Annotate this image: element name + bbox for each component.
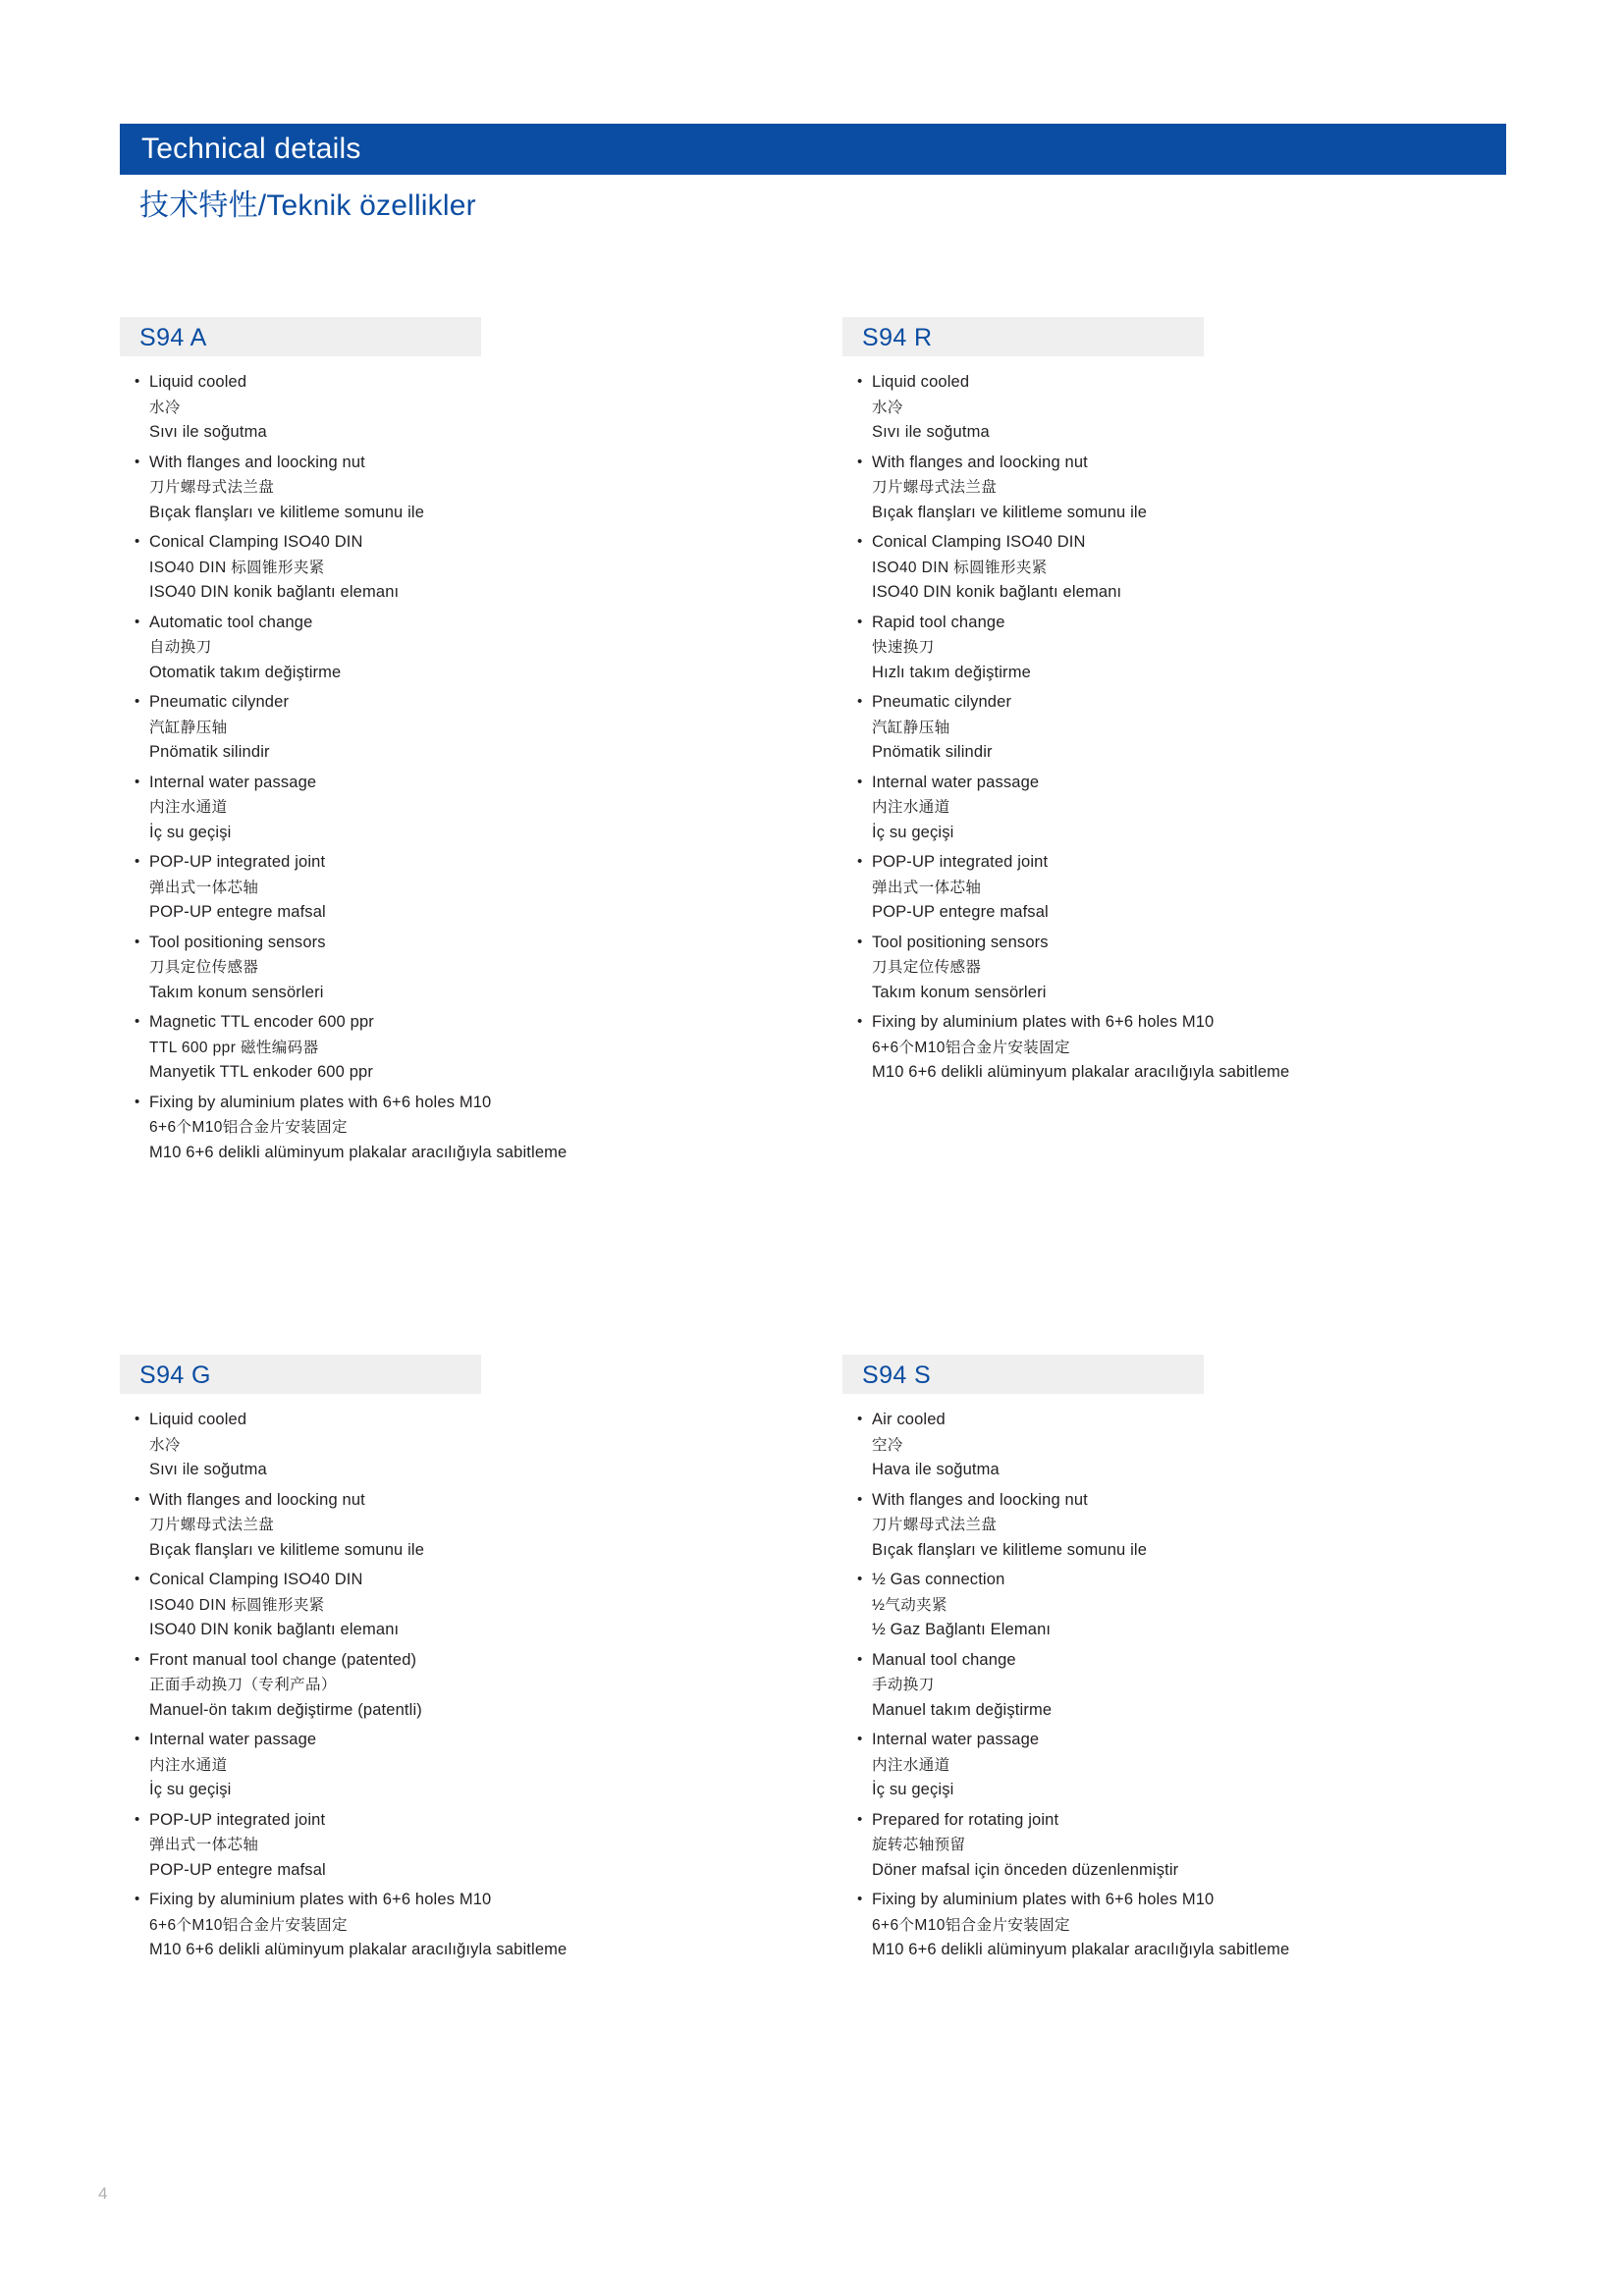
list-item bbox=[120, 1408, 866, 1483]
list-item bbox=[120, 1091, 866, 1166]
feature-zh: 刀具定位传感器 bbox=[149, 959, 259, 976]
feature-tr: Pnömatik silindir bbox=[149, 743, 270, 761]
feature-tr: ISO40 DIN konik bağlantı elemanı bbox=[872, 583, 1122, 601]
feature-tr: POP-UP entegre mafsal bbox=[149, 903, 326, 921]
list-item bbox=[120, 1808, 866, 1884]
section-s94a bbox=[120, 317, 568, 1170]
list-item bbox=[120, 931, 866, 1006]
feature-tr: Hızlı takım değiştirme bbox=[872, 663, 1031, 681]
feature-en: • Conical Clamping ISO40 DIN bbox=[149, 533, 363, 551]
page-subtitle: 技术特性/Teknik özellikler bbox=[139, 189, 476, 222]
feature-zh: 内注水通道 bbox=[149, 799, 228, 816]
feature-tr: İç su geçişi bbox=[149, 1781, 232, 1798]
feature-en: • Internal water passage bbox=[149, 1731, 317, 1748]
feature-zh: 弹出式一体芯轴 bbox=[149, 879, 259, 896]
list-item bbox=[842, 850, 1589, 926]
feature-tr: Hava ile soğutma bbox=[872, 1461, 1000, 1478]
feature-zh: 内注水通道 bbox=[149, 1756, 228, 1774]
feature-tr: Manuel takım değiştirme bbox=[872, 1700, 1053, 1719]
section-s94r bbox=[842, 317, 1290, 1091]
section-s94s bbox=[842, 1355, 1290, 1968]
list-item bbox=[120, 690, 866, 766]
feature-en: • Internal water passage bbox=[149, 773, 317, 791]
feature-zh: 刀片螺母式法兰盘 bbox=[149, 479, 275, 496]
feature-zh: 汽缸静压轴 bbox=[149, 719, 228, 736]
feature-tr: ISO40 DIN konik bağlantı elemanı bbox=[149, 1621, 400, 1638]
feature-tr: Manuel-ön takım değiştirme (patentli) bbox=[149, 1700, 422, 1719]
feature-zh: 正面手动换刀（专利产品） bbox=[149, 1677, 337, 1693]
feature-tr: POP-UP entegre mafsal bbox=[872, 903, 1049, 921]
list-item bbox=[842, 451, 1589, 526]
section-header-s94s bbox=[842, 1355, 1204, 1394]
feature-en: • With flanges and loocking nut bbox=[149, 453, 365, 471]
feature-en: • Fixing by aluminium plates with 6+6 holes M10 bbox=[872, 1013, 1215, 1031]
feature-zh: 弹出式一体芯轴 bbox=[149, 1837, 259, 1853]
feature-zh: 空冷 bbox=[872, 1436, 903, 1454]
feature-tr: Otomatik takım değiştirme bbox=[149, 663, 342, 681]
feature-en: • Manual tool change bbox=[872, 1650, 1016, 1669]
section-header-s94g bbox=[120, 1355, 481, 1394]
list-item bbox=[842, 1408, 1589, 1483]
list-item bbox=[842, 1648, 1589, 1724]
list-item bbox=[120, 1888, 866, 1963]
list-item bbox=[842, 611, 1589, 686]
feature-tr: Manyetik TTL enkoder 600 ppr bbox=[149, 1063, 373, 1081]
feature-zh: 6+6个M10铝合金片安装固定 bbox=[149, 1916, 348, 1934]
feature-tr: ISO40 DIN konik bağlantı elemanı bbox=[149, 583, 400, 601]
feature-zh: 刀具定位传感器 bbox=[872, 959, 982, 976]
feature-list-s94a bbox=[120, 370, 866, 1165]
feature-tr: İç su geçişi bbox=[872, 823, 954, 841]
list-item bbox=[120, 370, 866, 446]
feature-en: • Air cooled bbox=[872, 1411, 946, 1428]
feature-zh: 刀片螺母式法兰盘 bbox=[872, 1517, 998, 1533]
feature-zh: 汽缸静压轴 bbox=[872, 719, 950, 736]
feature-en: • Pneumatic cilynder bbox=[149, 693, 290, 711]
feature-en: • Fixing by aluminium plates with 6+6 holes M10 bbox=[149, 1093, 492, 1111]
feature-en: • POP-UP integrated joint bbox=[149, 1810, 326, 1829]
feature-tr: M10 6+6 delikli alüminyum plakalar aracılığıyla sabitleme bbox=[872, 1063, 1290, 1081]
feature-zh: 内注水通道 bbox=[872, 799, 950, 816]
list-item bbox=[120, 771, 866, 846]
feature-zh: ISO40 DIN 标圆锥形夹紧 bbox=[149, 559, 325, 576]
feature-en: • Pneumatic cilynder bbox=[872, 693, 1012, 711]
section-header-s94a bbox=[120, 317, 481, 356]
feature-zh: 刀片螺母式法兰盘 bbox=[872, 479, 998, 496]
list-item bbox=[842, 370, 1589, 446]
feature-zh: ½气动夹紧 bbox=[872, 1596, 947, 1614]
list-item bbox=[842, 931, 1589, 1006]
feature-en: • POP-UP integrated joint bbox=[872, 853, 1049, 871]
feature-zh: 手动换刀 bbox=[872, 1677, 935, 1693]
list-item bbox=[842, 1488, 1589, 1564]
list-item bbox=[120, 530, 866, 606]
feature-tr: İç su geçişi bbox=[872, 1781, 954, 1798]
list-item bbox=[120, 1010, 866, 1086]
feature-zh: 水冷 bbox=[872, 399, 903, 416]
feature-en: • Tool positioning sensors bbox=[149, 933, 326, 951]
feature-tr: Bıçak flanşları ve kilitleme somunu ile bbox=[872, 1540, 1148, 1559]
section-s94g bbox=[120, 1355, 568, 1968]
feature-en: • Front manual tool change (patented) bbox=[149, 1650, 417, 1669]
feature-en: • Liquid cooled bbox=[872, 373, 970, 391]
feature-en: • Internal water passage bbox=[872, 1731, 1040, 1748]
page-number: 4 bbox=[98, 2184, 108, 2203]
feature-en: • Fixing by aluminium plates with 6+6 holes M10 bbox=[149, 1891, 492, 1908]
feature-list-s94s bbox=[842, 1408, 1589, 1963]
feature-en: • With flanges and loocking nut bbox=[149, 1490, 365, 1509]
feature-en: • Tool positioning sensors bbox=[872, 933, 1049, 951]
feature-zh: ISO40 DIN 标圆锥形夹紧 bbox=[872, 559, 1048, 576]
feature-zh: 内注水通道 bbox=[872, 1756, 950, 1774]
list-item bbox=[842, 1568, 1589, 1643]
feature-tr: ½ Gaz Bağlantı Elemanı bbox=[872, 1621, 1052, 1638]
feature-list-s94g bbox=[120, 1408, 866, 1963]
section-header-s94r bbox=[842, 317, 1204, 356]
feature-en: • Liquid cooled bbox=[149, 1411, 247, 1428]
feature-zh: ISO40 DIN 标圆锥形夹紧 bbox=[149, 1596, 325, 1614]
section-title: S94 G bbox=[139, 1362, 211, 1389]
feature-zh: 6+6个M10铝合金片安装固定 bbox=[872, 1039, 1070, 1056]
list-item bbox=[842, 530, 1589, 606]
feature-en: • Rapid tool change bbox=[872, 613, 1005, 631]
feature-en: • Conical Clamping ISO40 DIN bbox=[149, 1571, 363, 1588]
feature-zh: 6+6个M10铝合金片安装固定 bbox=[872, 1916, 1070, 1934]
list-item bbox=[120, 1648, 866, 1724]
feature-en: • Internal water passage bbox=[872, 773, 1040, 791]
feature-en: • Fixing by aluminium plates with 6+6 holes M10 bbox=[872, 1891, 1215, 1908]
feature-en: • Automatic tool change bbox=[149, 613, 313, 631]
feature-en: • Liquid cooled bbox=[149, 373, 247, 391]
feature-list-s94r bbox=[842, 370, 1589, 1086]
feature-zh: 旋转芯轴预留 bbox=[872, 1837, 966, 1853]
section-title: S94 R bbox=[862, 324, 933, 351]
list-item bbox=[120, 850, 866, 926]
feature-tr: Takım konum sensörleri bbox=[872, 983, 1047, 1001]
list-item bbox=[120, 451, 866, 526]
feature-tr: Pnömatik silindir bbox=[872, 743, 993, 761]
feature-tr: POP-UP entegre mafsal bbox=[149, 1860, 326, 1879]
list-item bbox=[120, 611, 866, 686]
list-item bbox=[842, 1888, 1589, 1963]
feature-zh: 刀片螺母式法兰盘 bbox=[149, 1517, 275, 1533]
feature-tr: Bıçak flanşları ve kilitleme somunu ile bbox=[149, 503, 425, 521]
feature-zh: 水冷 bbox=[149, 399, 181, 416]
list-item bbox=[120, 1488, 866, 1564]
feature-tr: M10 6+6 delikli alüminyum plakalar aracılığıyla sabitleme bbox=[872, 1941, 1290, 1958]
feature-zh: 6+6个M10铝合金片安装固定 bbox=[149, 1119, 348, 1136]
feature-zh: TTL 600 ppr 磁性编码器 bbox=[149, 1039, 319, 1056]
feature-zh: 弹出式一体芯轴 bbox=[872, 879, 982, 896]
feature-zh: 自动换刀 bbox=[149, 639, 212, 656]
feature-zh: 快速换刀 bbox=[872, 639, 935, 656]
feature-tr: Sıvı ile soğutma bbox=[149, 423, 267, 441]
feature-en: • With flanges and loocking nut bbox=[872, 1490, 1088, 1509]
list-item bbox=[842, 1808, 1589, 1884]
list-item bbox=[120, 1728, 866, 1803]
list-item bbox=[842, 690, 1589, 766]
feature-en: • Conical Clamping ISO40 DIN bbox=[872, 533, 1086, 551]
feature-tr: Sıvı ile soğutma bbox=[872, 423, 990, 441]
feature-tr: M10 6+6 delikli alüminyum plakalar aracılığıyla sabitleme bbox=[149, 1143, 568, 1161]
section-title: S94 S bbox=[862, 1362, 932, 1389]
feature-zh: 水冷 bbox=[149, 1436, 181, 1454]
feature-tr: M10 6+6 delikli alüminyum plakalar aracılığıyla sabitleme bbox=[149, 1941, 568, 1958]
section-title: S94 A bbox=[139, 324, 207, 351]
feature-tr: Bıçak flanşları ve kilitleme somunu ile bbox=[872, 503, 1148, 521]
feature-tr: İç su geçişi bbox=[149, 823, 232, 841]
list-item bbox=[120, 1568, 866, 1643]
feature-en: • With flanges and loocking nut bbox=[872, 453, 1088, 471]
feature-tr: Takım konum sensörleri bbox=[149, 983, 324, 1001]
feature-tr: Döner mafsal için önceden düzenlenmiştir bbox=[872, 1860, 1179, 1879]
feature-tr: Sıvı ile soğutma bbox=[149, 1461, 267, 1478]
feature-en: • Magnetic TTL encoder 600 ppr bbox=[149, 1013, 374, 1031]
feature-en: • ½ Gas connection bbox=[872, 1571, 1005, 1588]
feature-tr: Bıçak flanşları ve kilitleme somunu ile bbox=[149, 1540, 425, 1559]
list-item bbox=[842, 1010, 1589, 1086]
feature-en: • Prepared for rotating joint bbox=[872, 1810, 1059, 1829]
list-item bbox=[842, 1728, 1589, 1803]
feature-en: • POP-UP integrated joint bbox=[149, 853, 326, 871]
list-item bbox=[842, 771, 1589, 846]
page-title: Technical details bbox=[141, 133, 361, 165]
